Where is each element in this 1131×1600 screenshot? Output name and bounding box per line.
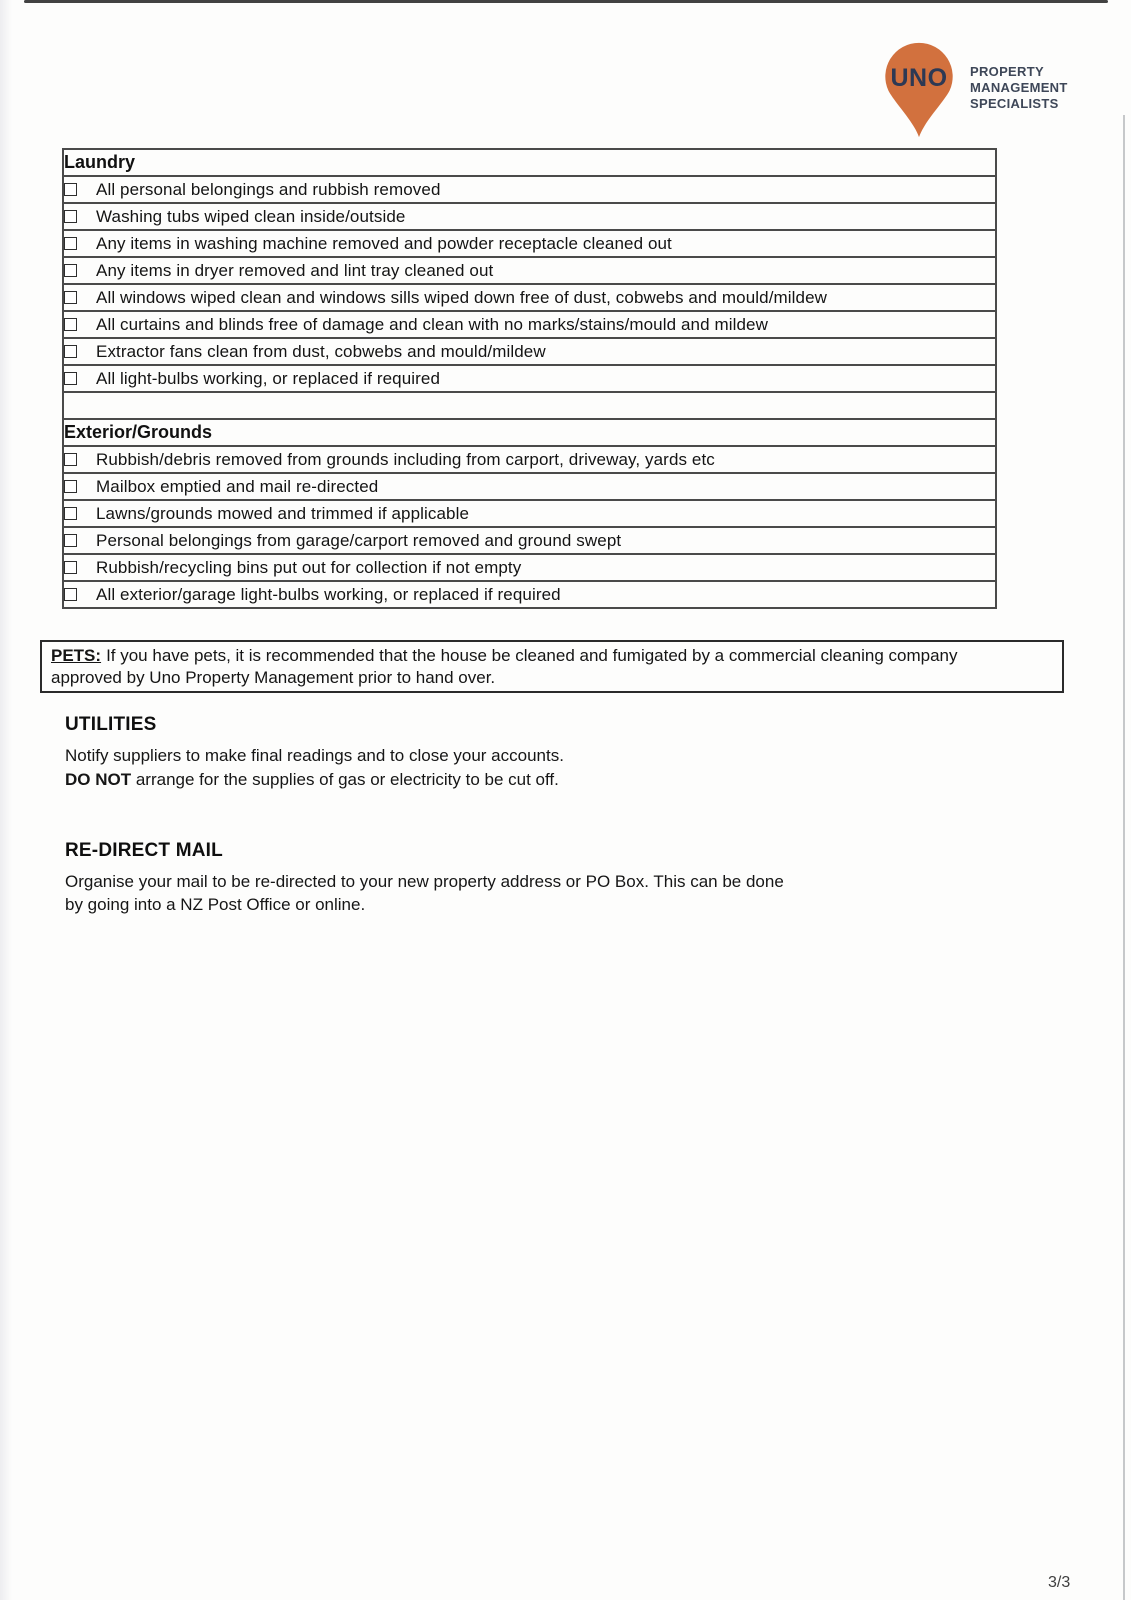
checklist-item bbox=[63, 338, 996, 365]
scan-artifact-left-edge bbox=[0, 0, 12, 1600]
checklist-item-label: All curtains and blinds free of damage and clean with no marks/stains/mould and mildew bbox=[96, 314, 768, 334]
checklist-item bbox=[63, 365, 996, 392]
checklist-item bbox=[63, 554, 996, 581]
redirect-mail-line1: Organise your mail to be re-directed to your new property address or PO Box. This can be done bbox=[65, 872, 784, 891]
scan-artifact-right-edge bbox=[1123, 115, 1125, 1600]
checklist-item-label: Rubbish/debris removed from grounds including from carport, driveway, yards etc bbox=[96, 449, 715, 469]
pets-text-line2: approved by Uno Property Management prior to hand over. bbox=[51, 668, 496, 687]
scan-artifact-top-edge bbox=[24, 0, 1108, 3]
pets-note-box bbox=[40, 640, 1064, 693]
checklist-item-label: Rubbish/recycling bins put out for collection if not empty bbox=[96, 557, 522, 577]
checklist-row bbox=[63, 311, 996, 338]
checklist-item-label: Mailbox emptied and mail re-directed bbox=[96, 476, 379, 496]
checklist-item bbox=[63, 500, 996, 527]
checklist-row bbox=[63, 230, 996, 257]
tagline-line: SPECIALISTS bbox=[970, 96, 1059, 111]
checklist-item bbox=[63, 203, 996, 230]
checklist-item-label: Personal belongings from garage/carport removed and ground swept bbox=[96, 530, 622, 550]
checklist-row bbox=[63, 500, 996, 527]
checkbox-icon bbox=[64, 588, 77, 601]
checklist-row bbox=[63, 473, 996, 500]
uno-pin-label: UNO bbox=[890, 64, 948, 92]
page-number: 3/3 bbox=[1048, 1574, 1071, 1591]
checkbox-icon bbox=[64, 210, 77, 223]
map-pin-icon bbox=[880, 42, 958, 138]
checklist-item bbox=[63, 581, 996, 608]
checklist-row bbox=[63, 176, 996, 203]
checklist-row bbox=[63, 203, 996, 230]
checklist-item-label: Washing tubs wiped clean inside/outside bbox=[96, 206, 406, 226]
checklist-item-label: All exterior/garage light-bulbs working, or replaced if required bbox=[96, 584, 561, 604]
checklist-item bbox=[63, 230, 996, 257]
redirect-mail-heading: RE-DIRECT MAIL bbox=[65, 840, 223, 861]
checklist-item-label: All personal belongings and rubbish removed bbox=[96, 179, 441, 199]
checklist-table bbox=[62, 148, 997, 609]
checkbox-icon bbox=[64, 453, 77, 466]
checklist-row bbox=[63, 554, 996, 581]
checklist-row bbox=[63, 257, 996, 284]
checkbox-icon bbox=[64, 183, 77, 196]
checklist-item bbox=[63, 446, 996, 473]
pets-label: PETS: bbox=[51, 646, 102, 665]
checklist-body bbox=[63, 149, 996, 608]
tagline-line: MANAGEMENT bbox=[970, 80, 1068, 95]
checklist-row bbox=[63, 338, 996, 365]
checklist-item-label: Extractor fans clean from dust, cobwebs and mould/mildew bbox=[96, 341, 546, 361]
section-title: Laundry bbox=[63, 149, 996, 176]
utilities-line1: Notify suppliers to make final readings and to close your accounts. bbox=[65, 746, 564, 765]
checklist-row bbox=[63, 581, 996, 608]
blank-cell bbox=[63, 392, 996, 419]
checkbox-icon bbox=[64, 372, 77, 385]
checklist-item-label: All windows wiped clean and windows sills wiped down free of dust, cobwebs and mould/mildew bbox=[96, 287, 828, 307]
checklist-item bbox=[63, 257, 996, 284]
checkbox-icon bbox=[64, 534, 77, 547]
utilities-heading: UTILITIES bbox=[65, 714, 157, 735]
checkbox-icon bbox=[64, 507, 77, 520]
checklist-item bbox=[63, 284, 996, 311]
checklist-item-label: Lawns/grounds mowed and trimmed if applicable bbox=[96, 503, 470, 523]
checkbox-icon bbox=[64, 291, 77, 304]
checkbox-icon bbox=[64, 318, 77, 331]
checklist-row bbox=[63, 284, 996, 311]
checklist-item bbox=[63, 176, 996, 203]
section-title: Exterior/Grounds bbox=[63, 419, 996, 446]
checklist-item-label: Any items in dryer removed and lint tray cleaned out bbox=[96, 260, 494, 280]
checklist-item-label: Any items in washing machine removed and powder receptacle cleaned out bbox=[96, 233, 672, 253]
redirect-mail-line2: by going into a NZ Post Office or online. bbox=[65, 895, 366, 914]
utilities-line2-rest: arrange for the supplies of gas or electricity to be cut off. bbox=[131, 770, 559, 789]
utilities-section bbox=[65, 714, 564, 792]
logo-tagline bbox=[970, 42, 1068, 112]
checkbox-icon bbox=[64, 345, 77, 358]
checkbox-icon bbox=[64, 561, 77, 574]
section-header-row bbox=[63, 419, 996, 446]
checkbox-icon bbox=[64, 237, 77, 250]
checklist-item bbox=[63, 311, 996, 338]
section-header-row bbox=[63, 149, 996, 176]
utilities-line2 bbox=[65, 768, 564, 792]
checklist-item-label: All light-bulbs working, or replaced if required bbox=[96, 368, 441, 388]
checklist-row bbox=[63, 527, 996, 554]
redirect-mail-section bbox=[65, 840, 784, 916]
tagline-line: PROPERTY bbox=[970, 64, 1044, 79]
checklist-row bbox=[63, 446, 996, 473]
checkbox-icon bbox=[64, 264, 77, 277]
blank-spacer-row bbox=[63, 392, 996, 419]
checklist-row bbox=[63, 365, 996, 392]
utilities-line2-bold: DO NOT bbox=[65, 770, 132, 789]
uno-logo bbox=[880, 42, 1068, 138]
pets-text-line1: If you have pets, it is recommended that the house be cleaned and fumigated by a commercial cleaning company bbox=[106, 646, 958, 665]
checkbox-icon bbox=[64, 480, 77, 493]
checklist-item bbox=[63, 473, 996, 500]
checklist-item bbox=[63, 527, 996, 554]
